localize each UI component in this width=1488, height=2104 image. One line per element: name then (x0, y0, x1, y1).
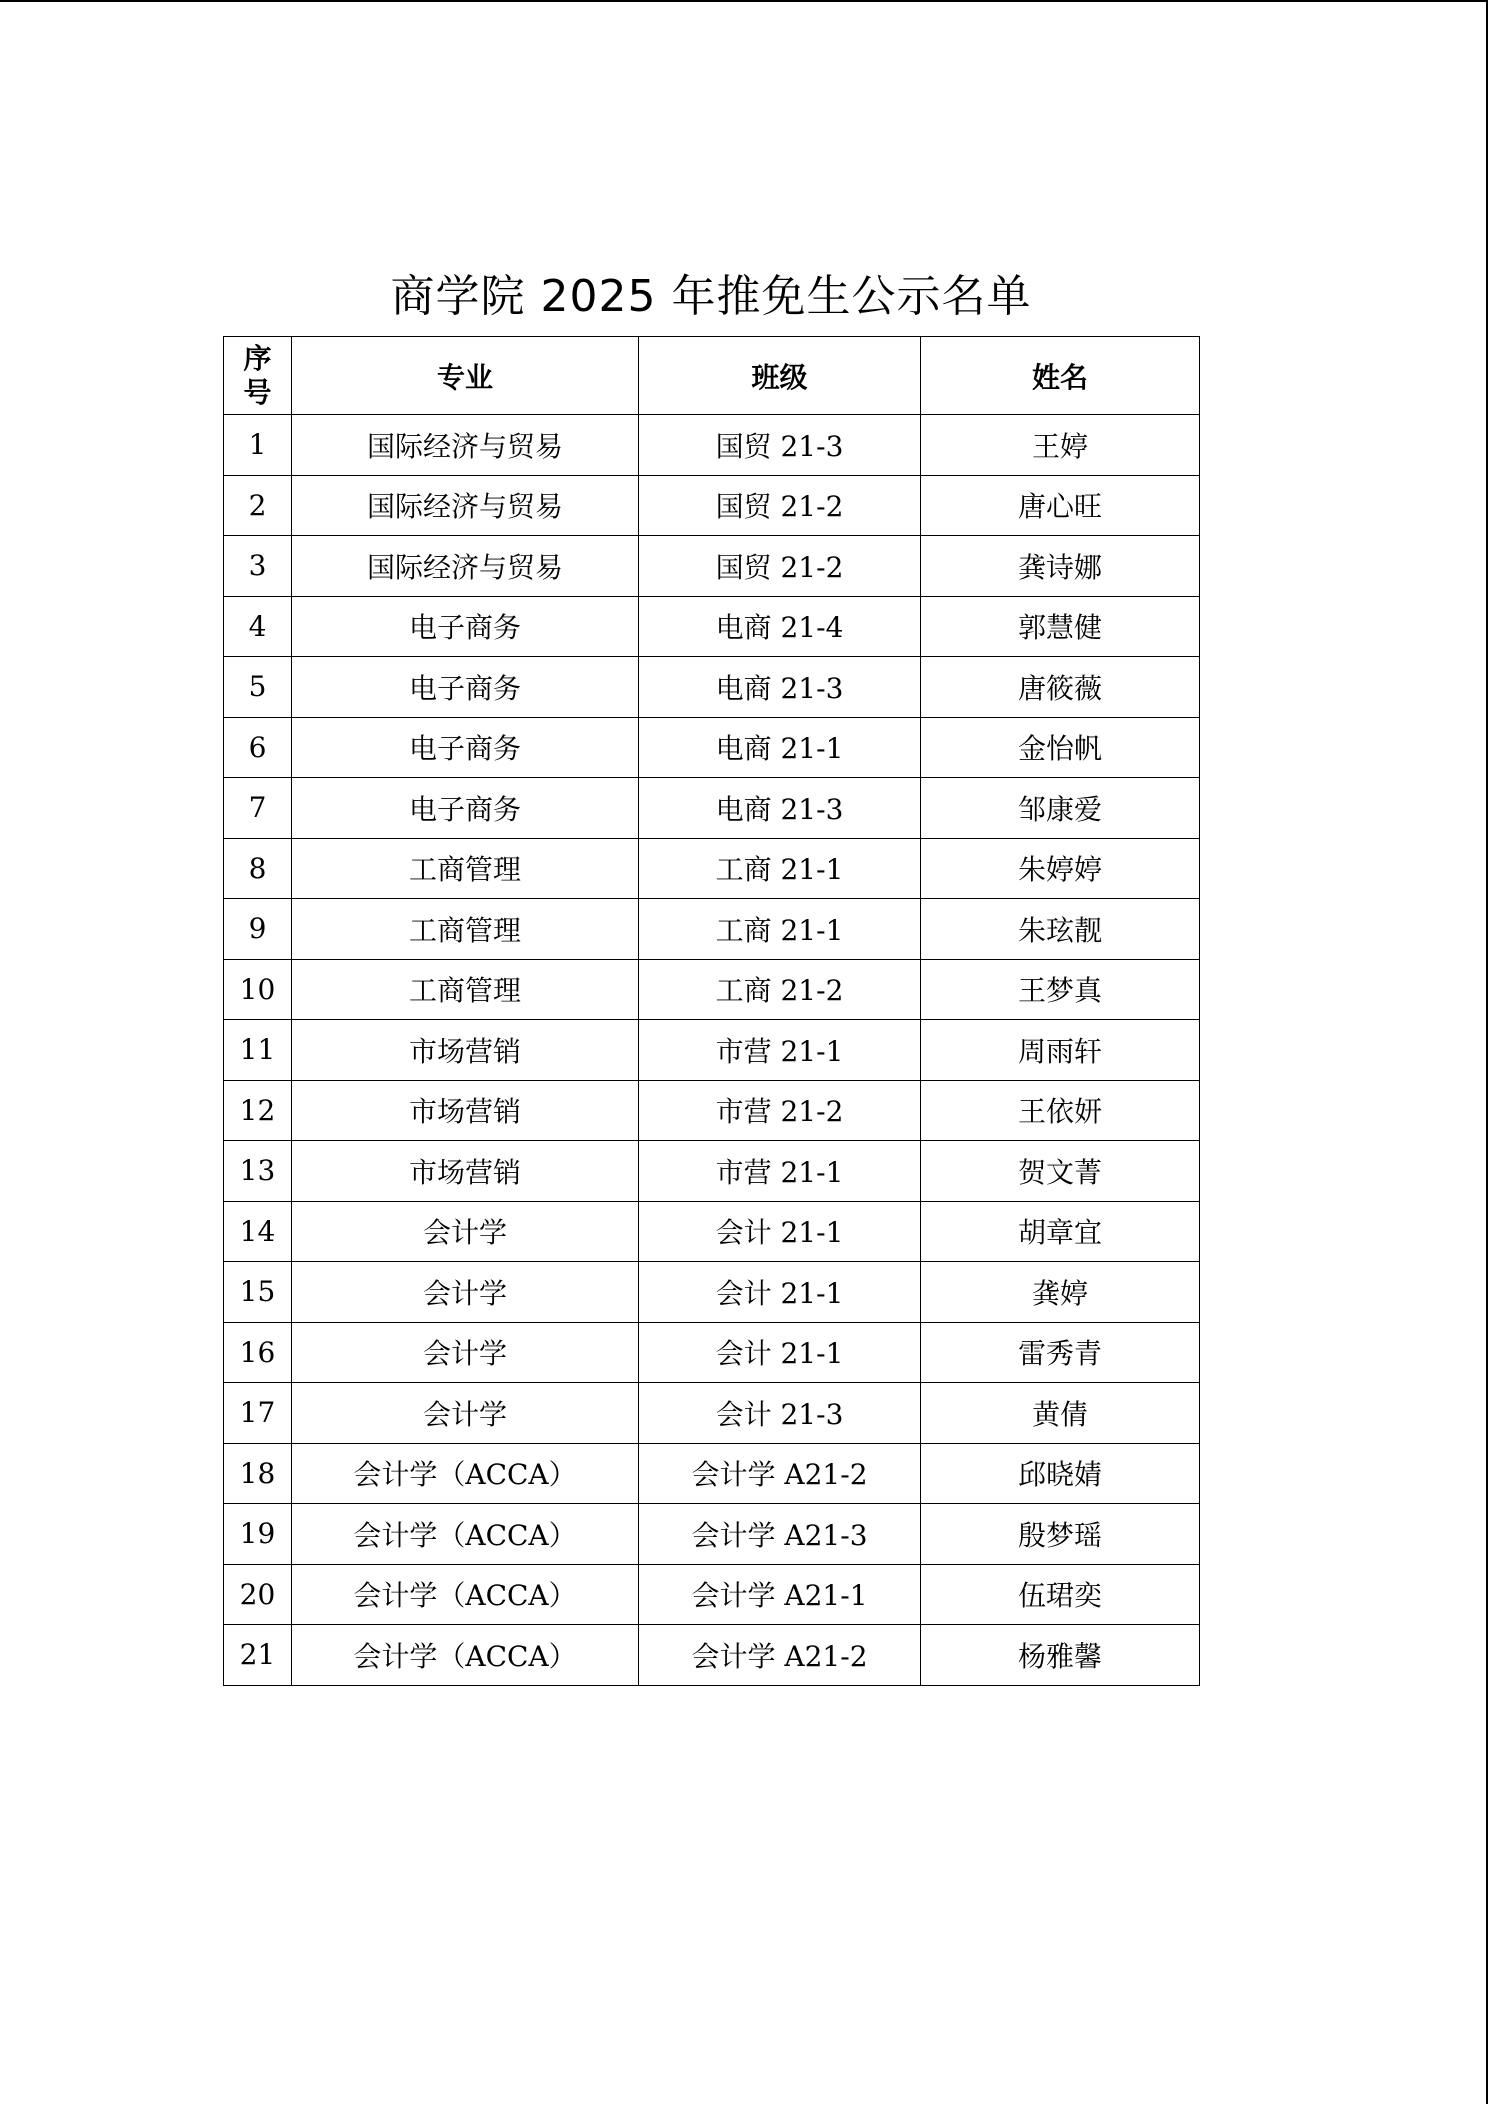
cell-seq: 21 (224, 1625, 292, 1686)
cell-major: 会计学 (292, 1201, 639, 1262)
header-name: 姓名 (921, 337, 1200, 415)
cell-major: 会计学（ACCA） (292, 1564, 639, 1625)
table-row (224, 1141, 1200, 1202)
cell-class: 市营 21-1 (639, 1020, 921, 1081)
cell-seq: 5 (224, 657, 292, 718)
cell-name: 朱婷婷 (921, 838, 1200, 899)
cell-seq: 11 (224, 1020, 292, 1081)
cell-class: 会计 21-1 (639, 1262, 921, 1323)
table-body (224, 415, 1200, 1686)
cell-name: 王梦真 (921, 959, 1200, 1020)
cell-class: 会计 21-3 (639, 1383, 921, 1444)
table-row (224, 657, 1200, 718)
cell-class: 会计学 A21-2 (639, 1443, 921, 1504)
cell-name: 龚婷 (921, 1262, 1200, 1323)
table-row (224, 959, 1200, 1020)
table-row (224, 1322, 1200, 1383)
cell-seq: 14 (224, 1201, 292, 1262)
cell-class: 电商 21-1 (639, 717, 921, 778)
table-row (224, 717, 1200, 778)
table-row (224, 1504, 1200, 1565)
cell-name: 邹康爱 (921, 778, 1200, 839)
header-seq (224, 337, 292, 415)
cell-class: 国贸 21-3 (639, 415, 921, 476)
cell-seq: 4 (224, 596, 292, 657)
cell-seq: 13 (224, 1141, 292, 1202)
table-header-row (224, 337, 1200, 415)
cell-name: 黄倩 (921, 1383, 1200, 1444)
cell-seq: 18 (224, 1443, 292, 1504)
header-seq-line1: 序 (243, 341, 272, 375)
cell-major: 会计学 (292, 1383, 639, 1444)
cell-name: 王婷 (921, 415, 1200, 476)
page-top-border (0, 0, 1488, 2)
table-row (224, 1080, 1200, 1141)
cell-name: 朱玹靓 (921, 899, 1200, 960)
cell-class: 会计学 A21-1 (639, 1564, 921, 1625)
cell-seq: 20 (224, 1564, 292, 1625)
cell-seq: 1 (224, 415, 292, 476)
cell-major: 电子商务 (292, 596, 639, 657)
cell-seq: 16 (224, 1322, 292, 1383)
cell-major: 国际经济与贸易 (292, 475, 639, 536)
cell-major: 国际经济与贸易 (292, 536, 639, 597)
cell-seq: 3 (224, 536, 292, 597)
table-row (224, 1020, 1200, 1081)
cell-class: 市营 21-2 (639, 1080, 921, 1141)
cell-name: 伍珺奕 (921, 1564, 1200, 1625)
cell-class: 国贸 21-2 (639, 536, 921, 597)
cell-major: 国际经济与贸易 (292, 415, 639, 476)
header-class: 班级 (639, 337, 921, 415)
table-row (224, 536, 1200, 597)
cell-name: 金怡帆 (921, 717, 1200, 778)
cell-name: 胡章宜 (921, 1201, 1200, 1262)
cell-name: 贺文菁 (921, 1141, 1200, 1202)
table-row (224, 1201, 1200, 1262)
header-seq-line2: 号 (243, 375, 272, 409)
cell-name: 周雨轩 (921, 1020, 1200, 1081)
cell-class: 会计学 A21-2 (639, 1625, 921, 1686)
table-row (224, 778, 1200, 839)
cell-major: 工商管理 (292, 959, 639, 1020)
cell-major: 会计学（ACCA） (292, 1625, 639, 1686)
table-row (224, 899, 1200, 960)
cell-name: 龚诗娜 (921, 536, 1200, 597)
cell-seq: 6 (224, 717, 292, 778)
cell-seq: 2 (224, 475, 292, 536)
page-title: 商学院 2025 年推免生公示名单 (390, 271, 1032, 322)
table-row (224, 596, 1200, 657)
cell-seq: 7 (224, 778, 292, 839)
cell-name: 王依妍 (921, 1080, 1200, 1141)
cell-class: 会计 21-1 (639, 1201, 921, 1262)
table-row (224, 1383, 1200, 1444)
table-row (224, 475, 1200, 536)
cell-major: 电子商务 (292, 717, 639, 778)
cell-major: 市场营销 (292, 1080, 639, 1141)
cell-name: 邱晓婧 (921, 1443, 1200, 1504)
table-row (224, 1262, 1200, 1323)
header-major: 专业 (292, 337, 639, 415)
cell-major: 电子商务 (292, 657, 639, 718)
cell-major: 市场营销 (292, 1141, 639, 1202)
cell-seq: 12 (224, 1080, 292, 1141)
cell-major: 工商管理 (292, 838, 639, 899)
cell-class: 国贸 21-2 (639, 475, 921, 536)
cell-major: 电子商务 (292, 778, 639, 839)
table-row (224, 1443, 1200, 1504)
cell-name: 唐筱薇 (921, 657, 1200, 718)
cell-major: 会计学（ACCA） (292, 1443, 639, 1504)
cell-name: 唐心旺 (921, 475, 1200, 536)
cell-class: 工商 21-2 (639, 959, 921, 1020)
cell-seq: 9 (224, 899, 292, 960)
table-row (224, 838, 1200, 899)
cell-name: 杨雅馨 (921, 1625, 1200, 1686)
cell-major: 市场营销 (292, 1020, 639, 1081)
cell-seq: 17 (224, 1383, 292, 1444)
cell-class: 会计学 A21-3 (639, 1504, 921, 1565)
cell-class: 会计 21-1 (639, 1322, 921, 1383)
cell-seq: 15 (224, 1262, 292, 1323)
cell-class: 工商 21-1 (639, 899, 921, 960)
cell-major: 会计学（ACCA） (292, 1504, 639, 1565)
table-row (224, 1625, 1200, 1686)
cell-class: 电商 21-3 (639, 778, 921, 839)
cell-class: 工商 21-1 (639, 838, 921, 899)
table-row (224, 415, 1200, 476)
cell-major: 会计学 (292, 1262, 639, 1323)
cell-major: 会计学 (292, 1322, 639, 1383)
cell-seq: 10 (224, 959, 292, 1020)
cell-seq: 19 (224, 1504, 292, 1565)
table-row (224, 1564, 1200, 1625)
cell-name: 殷梦瑶 (921, 1504, 1200, 1565)
cell-name: 郭慧健 (921, 596, 1200, 657)
cell-seq: 8 (224, 838, 292, 899)
recommendation-table (223, 336, 1200, 1686)
cell-major: 工商管理 (292, 899, 639, 960)
cell-class: 市营 21-1 (639, 1141, 921, 1202)
cell-class: 电商 21-3 (639, 657, 921, 718)
cell-name: 雷秀青 (921, 1322, 1200, 1383)
cell-class: 电商 21-4 (639, 596, 921, 657)
